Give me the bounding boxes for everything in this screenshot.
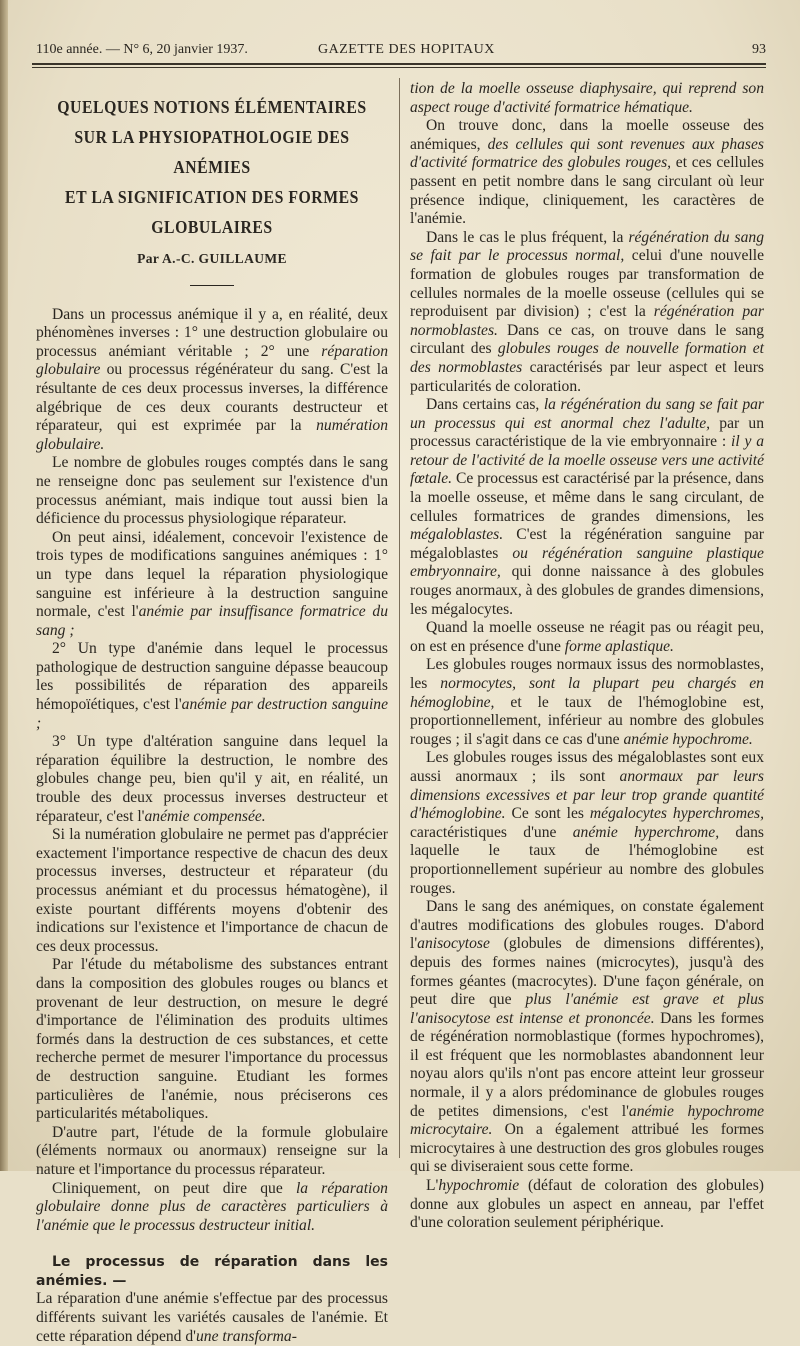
paragraph: tion de la moelle osseuse diaphysaire, qui reprend son aspect rouge d'activité formatrice hématique.: [410, 80, 764, 116]
title-separator: [190, 285, 234, 286]
header-rule-thin: [32, 67, 766, 68]
paragraph: Si la numération globulaire ne permet pas d'apprécier exactement l'importance respective de chacun des deux processus inverses, destructeur et réparateur (du processus anémiant et du processus hématogène), il existe pourtant différents moyens d'obtenir des indications sur l'existence et l'importance de chacun de ces deux processus.: [36, 826, 388, 955]
column-divider: [399, 78, 400, 1158]
paragraph: On trouve donc, dans la moelle osseuse des anémiques, des cellules qui sont revenues aux phases d'activité formatrice des globules rouges, et ces cellules passent en petit nombre dans le sang circulant où leur présence indique, cliniquement, les caractères de l'anémie.: [410, 117, 764, 228]
paragraph: On peut ainsi, idéalement, concevoir l'existence de trois types de modifications sanguines anémiques : 1° un type dans lequel la réparation physiologique sanguine est inférieure à la destruction sanguine normale, c'est l'anémie par insuffisance formatrice du sang ;: [36, 528, 388, 639]
left-column: [36, 80, 388, 1346]
paragraph: Cliniquement, on peut dire que la réparation globulaire donne plus de caractères particuliers à l'anémie que le processus destructeur initial.: [36, 1179, 388, 1234]
paragraph: 2° Un type d'anémie dans lequel le processus pathologique de destruction sanguine dépasse beaucoup les possibilités de réparation des appareils hémopoïétiques, c'est l'anémie par destruction sanguine ;: [36, 640, 388, 732]
paragraph: Les globules rouges normaux issus des normoblastes, les normocytes, sont la plupart peu chargés en hémoglobine, et le taux de l'hémoglobine est, proportionnellement, inférieur au nombre des globules rouges ; il s'agit dans ce cas d'une anémie hypochrome.: [410, 656, 764, 748]
article-title: [54, 92, 371, 242]
paragraph: Le nombre de globules rouges comptés dans le sang ne renseigne donc pas seulement sur l'existence d'un processus anémiant, mais indique tout aussi bien la déficience du processus physiologique réparateur.: [36, 454, 388, 528]
paragraph: Dans certains cas, la régénération du sang se fait par un processus qui est anormal chez l'adulte, par un processus caractéristique de la vie embryonnaire : il y a retour de l'activité de la moelle osseuse vers une activité fœtale. Ce processus est caractérisé par la présence, dans la moelle osseuse, et même dans le sang circulant, de cellules formatrices de grandes dimensions, les mégaloblastes. C'est la régénération sanguine par mégaloblastes ou régénération sanguine plastique embryonnaire, qui donne naissance à des globules rouges anormaux, à des globules de grandes dimensions, les mégalocytes.: [410, 396, 764, 618]
title-line: QUELQUES NOTIONS ÉLÉMENTAIRES: [57, 97, 367, 117]
page-number: 93: [752, 42, 766, 57]
title-line: ET LA SIGNIFICATION DES FORMES GLOBULAIRES: [65, 187, 359, 237]
paragraph: L'hypochromie (défaut de coloration des globules) donne aux globules un aspect en anneau, par l'effet d'une coloration seulement périphérique.: [410, 1177, 764, 1232]
title-line: SUR LA PHYSIOPATHOLOGIE DES ANÉMIES: [74, 127, 350, 177]
paragraph: La réparation d'une anémie s'effectue par des processus différents suivant les variétés causales de l'anémie. Et cette réparation dépend d'une transforma-: [36, 1290, 388, 1345]
article-author: Par A.-C. GUILLAUME: [137, 251, 287, 266]
paragraph: Les globules rouges issus des mégaloblastes sont eux aussi anormaux ; ils sont anormaux par leurs dimensions excessives et par leur trop grande quantité d'hémoglobine. Ce sont les mégalocytes hyperchromes, caractéristiques d'une anémie hyperchrome, dans laquelle le taux de l'hémoglobine est proportionnellement supérieur au nombre des globules rouges.: [410, 749, 765, 897]
paragraph: Dans le sang des anémiques, on constate également d'autres modifications des globules rouges. D'abord l'anisocytose (globules de dimensions différentes), depuis des formes naines (microcytes), jusqu'à des formes géantes (macrocytes). D'une façon générale, on peut dire que plus l'anémie est grave et plus l'anisocytose est intense et prononcée. Dans les formes de régénération normoblastique (formes hypochromes), il est fréquent que les normoblastes abandonnent leur noyau alors qu'ils n'ont pas encore atteint leur grosseur normale, il y a alors prédominance de globules rouges de petites dimensions, c'est l'anémie hypochrome microcytaire. On a également attribué les formes microcytaires à une destruction des gros globules rouges qui se diviseraient sous cette forme.: [410, 898, 764, 1176]
paragraph: D'autre part, l'étude de la formule globulaire (éléments normaux ou anormaux) renseigne sur la nature et l'importance du processus réparateur.: [36, 1123, 388, 1178]
paragraph: Par l'étude du métabolisme des substances entrant dans la composition des globules rouges ou blancs et provenant de leur destruction, on mesure le degré d'importance de l'élimination des produits ultimes formés dans la destruction de ces substances, et cette recherche permet de mesurer l'importance du processus de destruction sanguine. Etudiant les formes particulières de l'anémie, nous préciserons ces particularités métaboliques.: [36, 956, 388, 1123]
paragraph: Quand la moelle osseuse ne réagit pas ou réagit peu, on est en présence d'une forme aplastique.: [410, 619, 764, 655]
binding-edge: [0, 0, 8, 1171]
paragraph: Dans un processus anémique il y a, en réalité, deux phénomènes inverses : 1° une destruction globulaire ou processus anémiant véritable ; 2° une réparation globulaire ou processus régénérateur du sang. C'est la résultante de ces deux processus inverses, la différence algébrique de ces deux courants destructeur et réparateur, qui est exprimée par la numération globulaire.: [36, 305, 388, 453]
header-rule-thick: [32, 63, 766, 65]
paragraph: 3° Un type d'altération sanguine dans lequel la réparation équilibre la destruction, le nombre des globules change peu, bien qu'il y ait, en réalité, un trouble des deux processus inverses destructeur et réparateur, c'est l'anémie compensée.: [36, 733, 388, 825]
section-heading: Le processus de réparation dans les anémies. —: [36, 1254, 388, 1289]
right-column: [410, 80, 764, 1233]
issue-info: 110e année. — N° 6, 20 janvier 1937.: [36, 42, 248, 57]
journal-name: GAZETTE DES HOPITAUX: [318, 42, 495, 57]
paragraph: Dans le cas le plus fréquent, la régénération du sang se fait par le processus normal, celui d'une nouvelle formation de globules rouges par transformation de cellules normales de la moelle osseuse (cellules qui se reproduisent par division) ; c'est la régénération par normoblastes. Dans ce cas, on trouve dans le sang circulant des globules rouges de nouvelle formation et des normoblastes caractérisés par leur aspect et leurs particularités de coloration.: [410, 228, 765, 395]
